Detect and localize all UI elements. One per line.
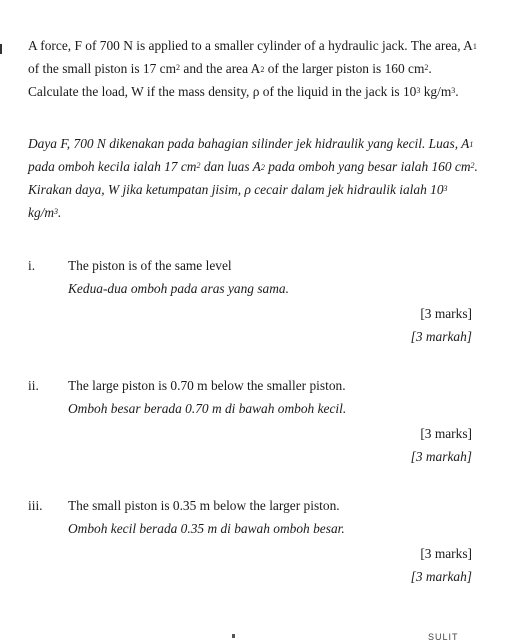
q-en-sup-3: 3	[416, 86, 421, 95]
part-text-malay: Omboh kecil berada 0.35 m di bawah omboh besar.	[68, 521, 345, 536]
q-en-text-2: of the small piston is 17 cm	[28, 61, 177, 76]
q-ms-sup-1: 2	[196, 161, 201, 170]
marks-malay: [3 markah]	[410, 329, 472, 344]
q-en-sup-2: 2	[424, 63, 429, 72]
part-text-english: The piston is of the same level	[68, 258, 232, 273]
q-ms-text-2: pada omboh kecila ialah 17 cm	[28, 159, 197, 174]
part-number: ii.	[28, 378, 39, 393]
footer-code: SULIT	[428, 632, 459, 642]
q-en-text-5: . Calculate the load, W if the mass density, ρ of the liquid in the jack is 10	[28, 61, 432, 99]
part-number: i.	[28, 258, 36, 273]
question-english	[28, 34, 478, 103]
q-ms-text-6: kg/m	[28, 205, 55, 220]
marks-english: [3 marks]	[420, 306, 472, 321]
question-malay	[28, 132, 478, 224]
q-ms-sup-3: 3	[443, 184, 448, 193]
marks-english: [3 marks]	[420, 426, 472, 441]
q-ms-text-4: pada omboh yang besar ialah 160 cm	[264, 159, 471, 174]
q-en-sup-4: 3	[451, 86, 456, 95]
q-en-text-3: and the area A	[180, 61, 261, 76]
marks-malay: [3 markah]	[410, 569, 472, 584]
page-number-fragment	[232, 634, 235, 638]
q-ms-text-7: .	[58, 205, 62, 220]
marks-ii	[411, 422, 472, 468]
q-en-sub-1: 1	[472, 42, 477, 51]
marks-i	[411, 302, 472, 348]
marks-english: [3 marks]	[420, 546, 472, 561]
q-en-sup-1: 2	[176, 63, 181, 72]
part-text-english: The small piston is 0.35 m below the larger piston.	[68, 498, 340, 513]
q-ms-sub-1: 1	[469, 140, 474, 149]
q-en-text-1: A force, F of 700 N is applied to a smaller cylinder of a hydraulic jack. The area, A	[28, 38, 473, 53]
q-en-sub-2: 2	[260, 65, 265, 74]
q-ms-text-1: Daya F, 700 N dikenakan pada bahagian silinder jek hidraulik yang kecil. Luas, A	[28, 136, 470, 151]
part-text-malay: Omboh besar berada 0.70 m di bawah omboh kecil.	[68, 401, 347, 416]
part-text-malay: Kedua-dua omboh pada aras yang sama.	[68, 281, 289, 296]
q-ms-text-3: dan luas A	[200, 159, 261, 174]
part-number: iii.	[28, 498, 43, 513]
margin-mark	[0, 44, 2, 54]
q-ms-text-5: . Kirakan daya, W jika ketumpatan jisim, ρ cecair dalam jek hidraulik ialah 10	[28, 159, 478, 197]
marks-malay: [3 markah]	[410, 449, 472, 464]
part-text-english: The large piston is 0.70 m below the smaller piston.	[68, 378, 346, 393]
q-ms-sub-2: 2	[260, 163, 265, 172]
marks-iii	[411, 542, 472, 588]
q-en-text-6: kg/m	[420, 84, 452, 99]
q-ms-sup-2: 2	[470, 161, 475, 170]
q-ms-sup-4: 3	[54, 207, 59, 216]
q-en-text-4: of the larger piston is 160 cm	[264, 61, 425, 76]
q-en-text-7: .	[455, 84, 459, 99]
